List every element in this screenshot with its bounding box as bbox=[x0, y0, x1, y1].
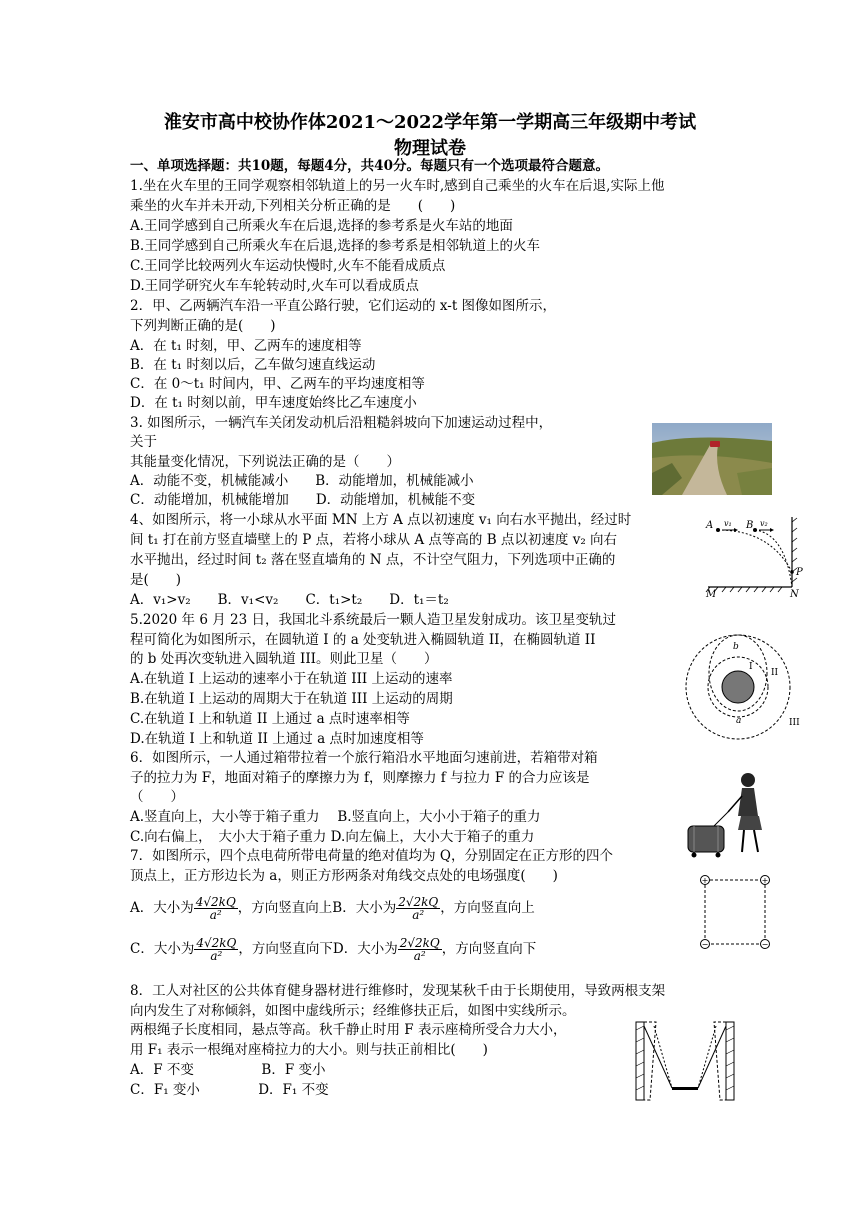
q8-options-ab: A．F 不变 B．F 变小 bbox=[130, 1062, 326, 1078]
q3-options-ab: A．动能不变，机械能减小 B．动能增加，机械能减小 bbox=[130, 473, 474, 489]
q3-stem: 关于 bbox=[130, 434, 157, 450]
q1-option-b: B.王同学感到自己所乘火车在后退,选择的参考系是相邻轨道上的火车 bbox=[130, 238, 541, 254]
q2-stem: 下列判断正确的是( ) bbox=[130, 318, 276, 334]
q7-stem: 7．如图所示，四个点电荷所带电荷量的绝对值均为 Q，分别固定在正方形的四个 bbox=[130, 848, 613, 864]
q5-label-iii: III bbox=[789, 718, 800, 728]
q4-stem: 水平抛出，经过时间 t₂ 落在竖直墙角的 N 点，不计空气阻力，下列选项中正确的 bbox=[130, 552, 616, 568]
q4-label-p: P bbox=[796, 567, 803, 578]
q4-stem: 是( ) bbox=[130, 572, 182, 588]
q4-label-b: B bbox=[746, 520, 754, 531]
q5-stem: 5.2020 年 6 月 23 日，我国北斗系统最后一颗人造卫星发射成功。该卫星变轨过 bbox=[130, 612, 616, 628]
q4-projectile-diagram bbox=[700, 512, 810, 597]
q5-option-c: C.在轨道 I 上和轨道 II 上通过 a 点时速率相等 bbox=[130, 711, 410, 727]
q6-stem: （ ） bbox=[130, 789, 184, 805]
q5-orbit-diagram bbox=[683, 625, 808, 740]
q7-charge-square-diagram bbox=[697, 870, 772, 954]
q1-stem: 乘坐的火车并未开动,下列相关分析正确的是 ( ) bbox=[130, 198, 456, 214]
q8-stem: 8．工人对社区的公共体育健身器材进行维修时，发现某秋千由于长期使用，导致两根支架 bbox=[130, 983, 666, 999]
q2-option-d: D．在 t₁ 时刻以前，甲车速度始终比乙车速度小 bbox=[130, 395, 417, 411]
q7-c-fraction: $\frac{4√2kQ}{\text{a²}}$ bbox=[196, 936, 237, 963]
q3-car-slope-photo bbox=[652, 423, 772, 495]
q4-stem: 间 t₁ 打在前方竖直墙壁上的 P 点，若将小球从 A 点等高的 B 点以初速度 v₂ 向右 bbox=[130, 532, 618, 548]
exam-title: 淮安市高中校协作体2021～2022学年第一学期高三年级期中考试 bbox=[163, 112, 697, 133]
q7-b-fraction: $\frac{2√2kQ}{\text{a²}}$ bbox=[398, 895, 439, 922]
q7-stem: 顶点上，正方形边长为 a，则正方形两条对角线交点处的电场强度( ) bbox=[130, 868, 558, 884]
q3-stem: 其能量变化情况，下列说法正确的是（ ） bbox=[130, 454, 400, 470]
q5-option-a: A.在轨道 I 上运动的速率小于在轨道 III 上运动的速率 bbox=[130, 671, 453, 687]
q2-stem: 2．甲、乙两辆汽车沿一平直公路行驶，它们运动的 x-t 图像如图所示， bbox=[130, 298, 557, 314]
q2-option-b: B．在 t₁ 时刻以后，乙车做匀速直线运动 bbox=[130, 357, 376, 373]
q1-option-a: A.王同学感到自己所乘火车在后退,选择的参考系是火车站的地面 bbox=[130, 218, 513, 234]
q7-options-cd: C．大小为 $\frac{4√2kQ}{\text{a²}}$ ，方向竖直向下D．大小为 $\frac{2√2kQ}{\text{a²}}$ ，方向竖直向下 bbox=[130, 936, 537, 963]
q8-stem: 两根绳子长度相同，悬点等高。秋千静止时用 F 表示座椅所受合力大小， bbox=[130, 1022, 567, 1038]
q5-label-b: b bbox=[733, 642, 739, 652]
q5-label-a: a bbox=[736, 716, 742, 726]
q7-charge-minus: − bbox=[701, 940, 709, 949]
q3-options-cd: C．动能增加，机械能增加 D．动能增加，机械能不变 bbox=[130, 492, 476, 508]
q5-option-d: D.在轨道 I 上和轨道 II 上通过 a 点时加速度相等 bbox=[130, 731, 424, 747]
q1-option-d: D.王同学研究火车车轮转动时,火车可以看成质点 bbox=[130, 278, 419, 294]
q4-label-v2: v₂ bbox=[760, 519, 768, 528]
q6-stem: 子的拉力为 F，地面对箱子的摩擦力为 f，则摩擦力 f 与拉力 F 的合力应该是 bbox=[130, 770, 590, 786]
q7-options-ab: A．大小为 $\frac{4√2kQ}{\text{a²}}$ ，方向竖直向上B．大小为 $\frac{2√2kQ}{\text{a²}}$ ，方向竖直向上 bbox=[130, 895, 535, 922]
q5-option-b: B.在轨道 I 上运动的周期大于在轨道 III 上运动的周期 bbox=[130, 691, 453, 707]
q6-stem: 6．如图所示，一人通过箱带拉着一个旅行箱沿水平地面匀速前进，若箱带对箱 bbox=[130, 750, 598, 766]
q3-stem: 3. 如图所示，一辆汽车关闭发动机后沿粗糙斜坡向下加速运动过程中， bbox=[130, 415, 553, 431]
q2-option-a: A．在 t₁ 时刻，甲、乙两车的速度相等 bbox=[130, 338, 362, 354]
q4-label-a: A bbox=[706, 520, 714, 531]
q6-options-cd: C.向右偏上， 大小大于箱子重力 D.向左偏上，大小大于箱子的重力 bbox=[130, 829, 535, 845]
q6-options-ab: A.竖直向上，大小等于箱子重力 B.竖直向上，大小小于箱子的重力 bbox=[130, 809, 541, 825]
q4-label-v1: v₁ bbox=[724, 519, 732, 528]
q8-swing-diagram bbox=[630, 1018, 740, 1102]
q5-label-ii: II bbox=[771, 668, 779, 678]
q8-stem: 向内发生了对称倾斜，如图中虚线所示；经维修扶正后，如图中实线所示。 bbox=[130, 1003, 576, 1019]
q4-label-m: M bbox=[706, 589, 717, 597]
q6-suitcase-diagram bbox=[686, 768, 772, 860]
q1-stem: 1.坐在火车里的王同学观察相邻轨道上的另一火车时,感到自己乘坐的火车在后退,实际上他 bbox=[130, 178, 665, 194]
q1-option-c: C.王同学比较两列火车运动快慢时,火车不能看成质点 bbox=[130, 258, 446, 274]
q7-d-fraction: $\frac{2√2kQ}{\text{a²}}$ bbox=[399, 936, 440, 963]
q7-a-fraction: $\frac{4√2kQ}{\text{a²}}$ bbox=[195, 895, 236, 922]
q4-options: A．v₁>v₂ B．v₁<v₂ C．t₁>t₂ D．t₁＝t₂ bbox=[130, 592, 449, 608]
exam-subtitle: 物理试卷 bbox=[394, 138, 466, 159]
q8-stem: 用 F₁ 表示一根绳对座椅拉力的大小。则与扶正前相比( ) bbox=[130, 1042, 488, 1058]
q5-stem: 程可简化为如图所示，在圆轨道 I 的 a 处变轨进入椭圆轨道 II，在椭圆轨道 II bbox=[130, 632, 596, 648]
q7-charge-plus: + bbox=[701, 876, 709, 885]
q4-stem: 4、如图所示，将一小球从水平面 MN 上方 A 点以初速度 v₁ 向右水平抛出，经过时 bbox=[130, 512, 632, 528]
q5-label-i: I bbox=[749, 662, 753, 672]
q2-option-c: C．在 0～t₁ 时间内，甲、乙两车的平均速度相等 bbox=[130, 376, 425, 392]
q7-charge-plus: + bbox=[761, 876, 769, 885]
q4-label-n: N bbox=[790, 589, 799, 597]
q5-stem: 的 b 处再次变轨进入圆轨道 III。则此卫星（ ） bbox=[130, 651, 438, 667]
section-heading: 一、单项选择题：共10题，每题4分，共40分。每题只有一个选项最符合题意。 bbox=[130, 158, 609, 174]
q7-charge-minus: − bbox=[761, 940, 769, 949]
q8-options-cd: C．F₁ 变小 D．F₁ 不变 bbox=[130, 1082, 329, 1098]
